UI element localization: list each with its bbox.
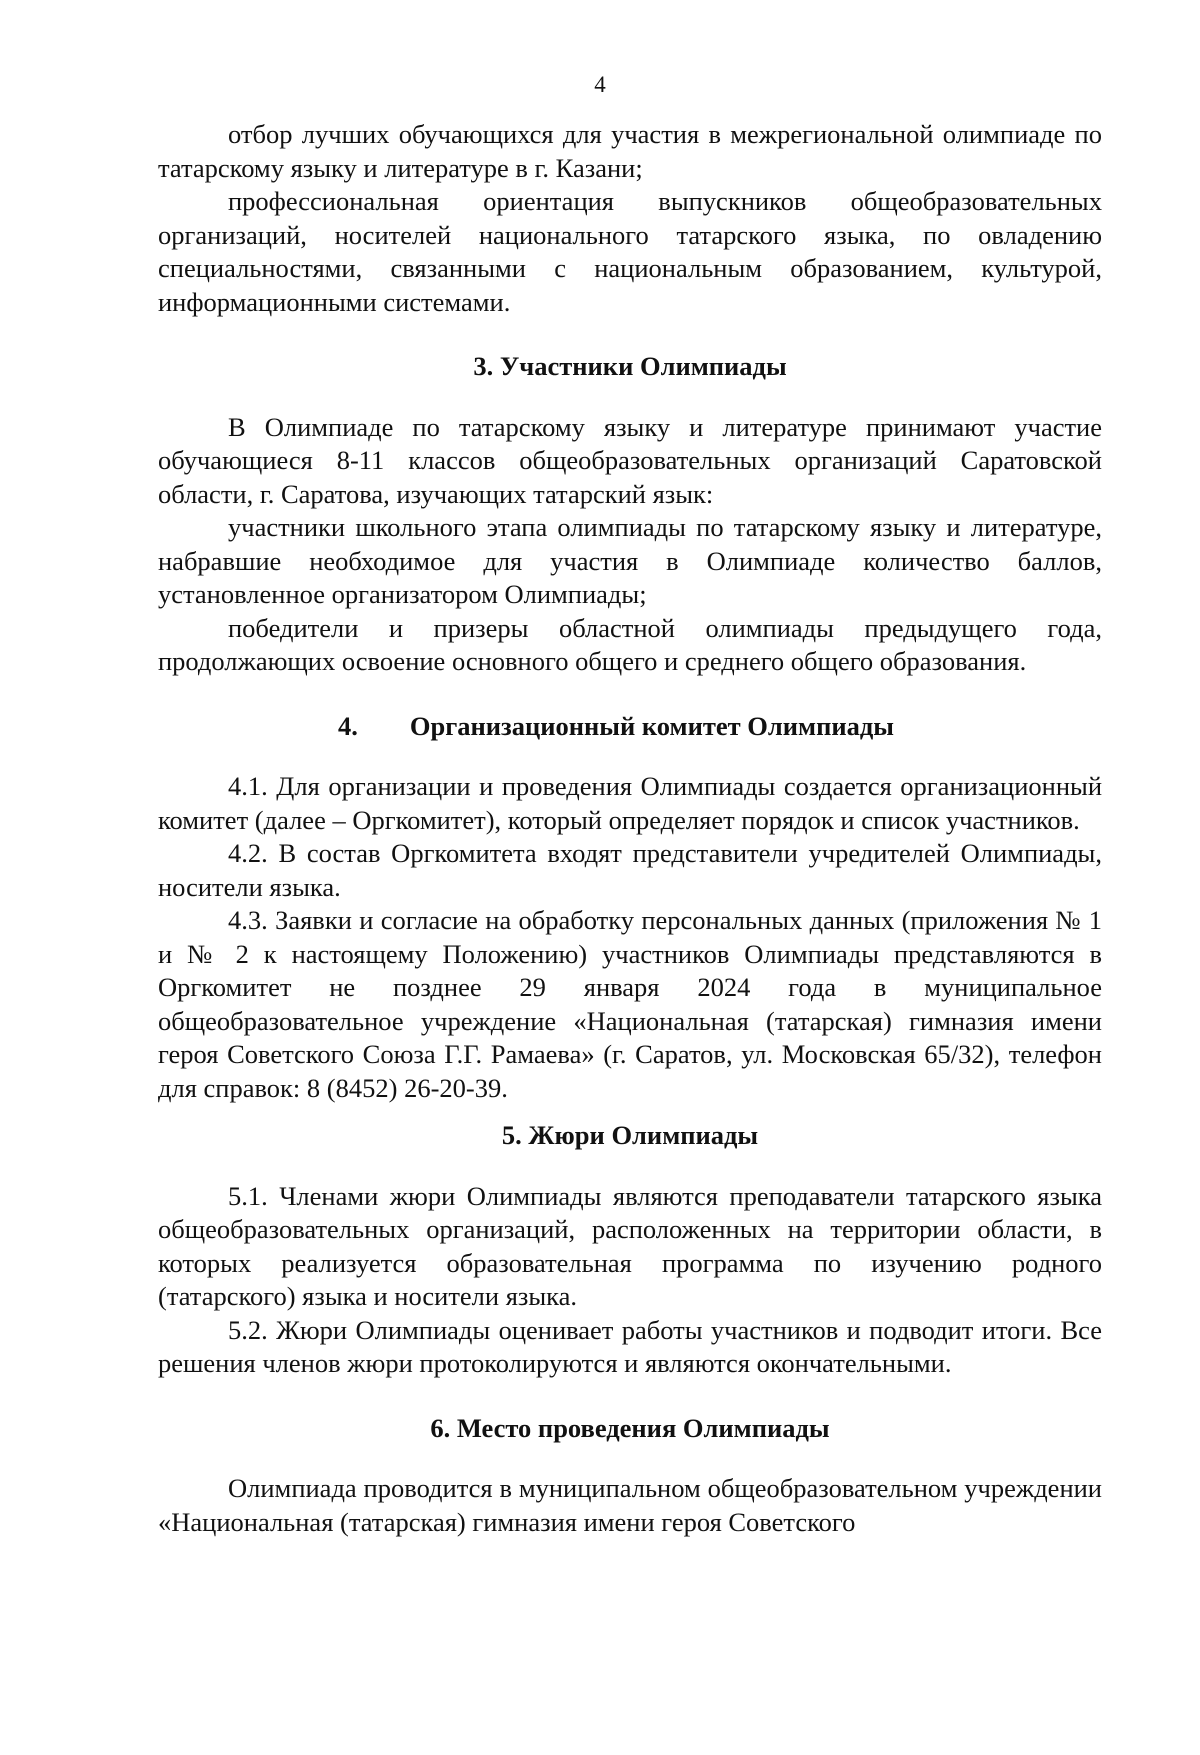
section-6-heading: 6. Место проведения Олимпиады	[430, 1412, 830, 1443]
page-content	[158, 118, 1102, 1539]
section-6-text: Олимпиада проводится в муниципальном общеобразовательном учреждении «Национальная (татарская) гимназия имени героя Советского	[158, 1473, 1102, 1537]
paragraph-orientation: профессиональная ориентация выпускников общеобразовательных организаций, носителей национального татарского языка, по овладению специальностями, связанными с национальным образованием, культурой, информационными системами.	[158, 186, 1102, 317]
section-4-2: 4.2. В состав Оргкомитета входят представители учредителей Олимпиады, носители языка.	[158, 838, 1102, 902]
paragraph-selection: отбор лучших обучающихся для участия в межрегиональной олимпиаде по татарскому языку и литературе в г. Казани;	[158, 119, 1102, 183]
section-3-intro: В Олимпиаде по татарскому языку и литературе принимают участие обучающиеся 8-11 классов общеобразовательных организаций Саратовской области, г. Саратова, изучающих татарский язык:	[158, 411, 1102, 509]
section-4-heading	[158, 710, 1102, 744]
section-5-2: 5.2. Жюри Олимпиады оценивает работы участников и подводит итоги. Все решения членов жюри протоколируются и являются окончательными.	[158, 1314, 1102, 1378]
section-4-heading-number: 4.	[338, 710, 358, 741]
page-number: 4	[594, 72, 606, 97]
section-4-1: 4.1. Для организации и проведения Олимпиады создается организационный комитет (далее – Оргкомитет), который определяет порядок и список участников.	[158, 771, 1102, 835]
section-4-heading-text: Организационный комитет Олимпиады	[409, 710, 894, 741]
section-3-item-school-stage: участники школьного этапа олимпиады по татарскому языку и литературе, набравшие необходимое для участия в Олимпиаде количество баллов, установленное организатором Олимпиады;	[158, 512, 1102, 609]
section-4-3: 4.3. Заявки и согласие на обработку персональных данных (приложения № 1 и № 2 к настоящему Положению) участников Олимпиады представляются в Оргкомитет не позднее 29 января 2024 года в муниципальное общеобразовательное учреждение «Национальная (татарская) гимназия имени героя Советского Союза Г.Г. Рамаева» (г. Саратов, ул. Московская 65/32), телефон для справок: 8 (8452) 26-20-39.	[158, 905, 1102, 1103]
section-5-heading: 5. Жюри Олимпиады	[501, 1120, 759, 1150]
section-3-heading: 3. Участники Олимпиады	[473, 351, 787, 381]
section-5-1: 5.1. Членами жюри Олимпиады являются преподаватели татарского языка общеобразовательных организаций, расположенных на территории области, в которых реализуется образовательная программа по изучению родного (татарского) языка и носители языка.	[158, 1180, 1102, 1311]
section-3-item-winners: победители и призеры областной олимпиады предыдущего года, продолжающих освоение основного общего и среднего общего образования.	[158, 612, 1102, 676]
